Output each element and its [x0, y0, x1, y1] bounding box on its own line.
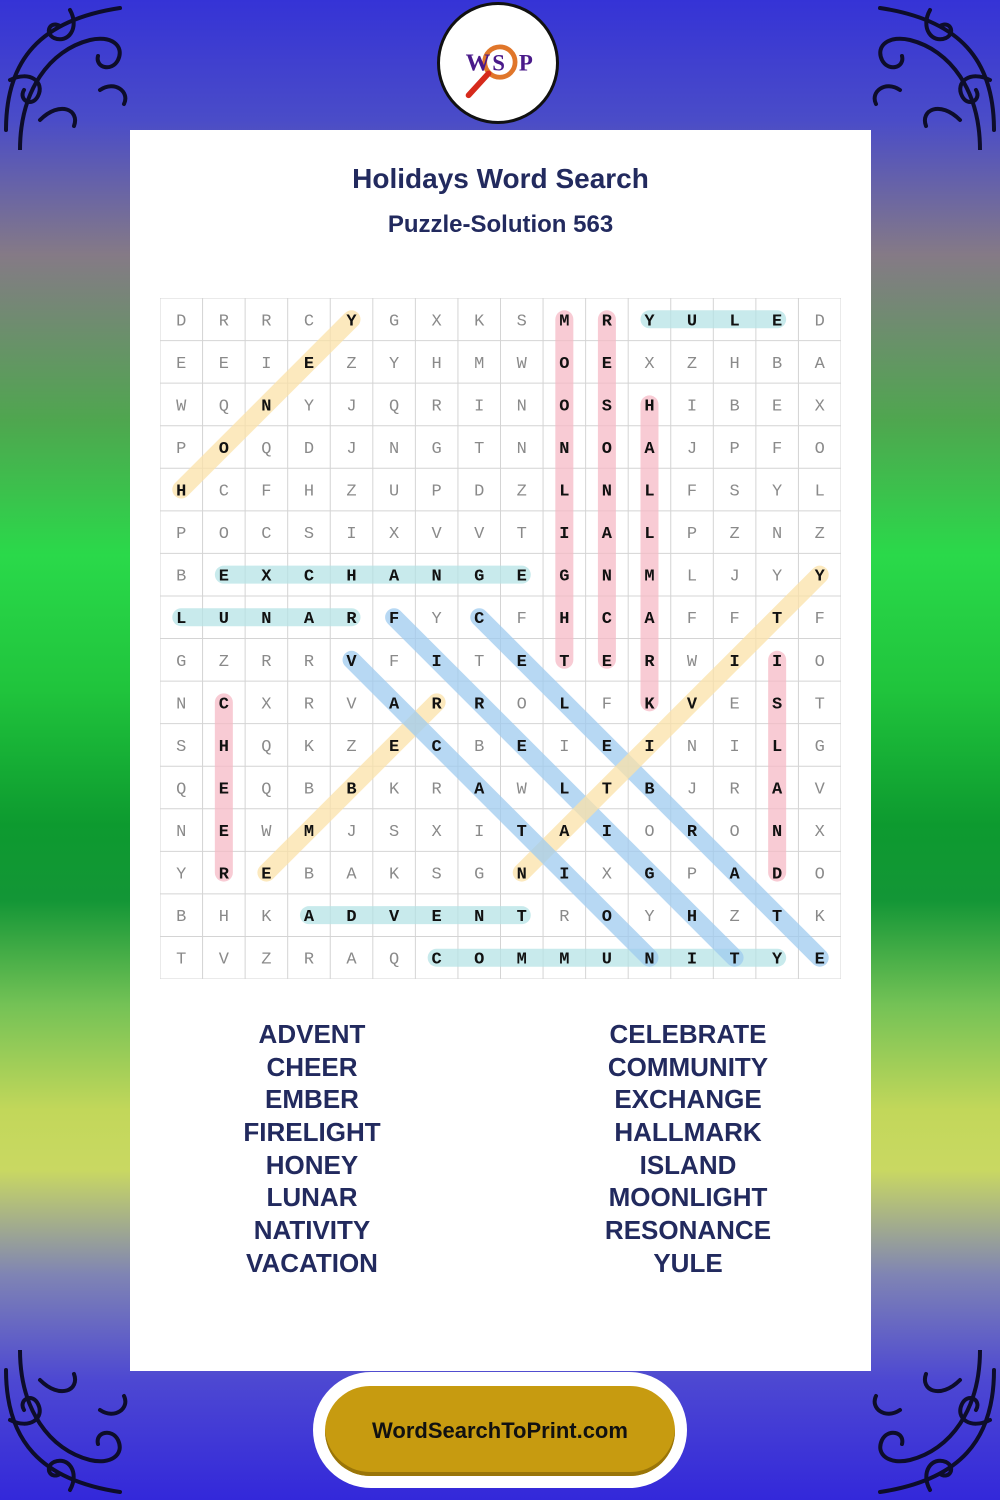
grid-letter: A: [303, 908, 315, 928]
grid-letter: Z: [686, 354, 698, 374]
grid-letter: K: [303, 737, 315, 757]
grid-letter: H: [218, 737, 229, 757]
grid-letter: D: [772, 865, 783, 885]
grid-letter: E: [729, 695, 740, 715]
grid-letter: G: [644, 865, 655, 885]
grid-letter: P: [176, 439, 187, 459]
word-list-item: YULE: [653, 1247, 723, 1278]
grid-letter: F: [601, 695, 613, 715]
grid-letter: W: [261, 823, 272, 843]
grid-letter: I: [601, 823, 613, 843]
grid-letter: F: [686, 482, 698, 502]
grid-letter: W: [686, 652, 698, 672]
grid-letter: C: [261, 525, 272, 545]
grid-letter: E: [431, 908, 442, 928]
grid-letter: E: [814, 950, 825, 970]
grid-letter: B: [303, 865, 315, 885]
grid-letter: E: [388, 737, 400, 757]
grid-letter: B: [176, 908, 187, 928]
grid-letter: I: [772, 652, 783, 672]
grid-letter: T: [772, 610, 783, 630]
grid-letter: N: [176, 823, 187, 843]
grid-letter: V: [474, 525, 485, 545]
grid-letter: X: [644, 354, 655, 374]
grid-letter: O: [601, 908, 613, 928]
grid-letter: I: [559, 525, 570, 545]
grid-letter: S: [601, 397, 613, 417]
grid-letter: Q: [176, 780, 187, 800]
grid-letter: F: [388, 610, 400, 630]
letter-grid: [160, 298, 841, 979]
grid-letter: F: [686, 610, 698, 630]
grid-letter: P: [686, 865, 698, 885]
grid-letter: H: [218, 908, 229, 928]
grid-letter: T: [729, 950, 740, 970]
word-list-item: ADVENT: [258, 1019, 366, 1049]
grid-letter: A: [644, 439, 655, 459]
word-list-item: CELEBRATE: [609, 1019, 767, 1049]
grid-letter: N: [772, 525, 783, 545]
grid-letter: S: [303, 525, 315, 545]
word-list-right: [538, 1018, 838, 1280]
grid-letter: Z: [346, 737, 357, 757]
grid-letter: R: [431, 397, 442, 417]
grid-letter: A: [303, 610, 315, 630]
grid-letter: Q: [261, 737, 272, 757]
grid-letter: Y: [431, 610, 442, 630]
grid-letter: N: [261, 610, 272, 630]
grid-letter: V: [686, 695, 698, 715]
grid-letter: O: [474, 950, 485, 970]
site-link-label[interactable]: WordSearchToPrint.com: [325, 1386, 675, 1476]
grid-letter: E: [601, 354, 613, 374]
grid-letter: Q: [218, 397, 229, 417]
grid-letter: C: [303, 312, 315, 332]
grid-letter: M: [474, 354, 485, 374]
grid-letter: T: [176, 950, 187, 970]
grid-letter: R: [601, 312, 613, 332]
grid-letter: Y: [176, 865, 187, 885]
grid-letter: B: [474, 737, 485, 757]
grid-letter: N: [516, 865, 527, 885]
grid-letter: M: [644, 567, 655, 587]
svg-text:W: W: [465, 49, 491, 77]
grid-letter: J: [686, 780, 698, 800]
grid-letter: L: [559, 780, 570, 800]
grid-letter: N: [644, 950, 655, 970]
grid-letter: W: [516, 354, 527, 374]
grid-letter: N: [261, 397, 272, 417]
grid-letter: R: [218, 312, 229, 332]
grid-letter: G: [388, 312, 400, 332]
grid-letter: U: [601, 950, 613, 970]
grid-letter: M: [516, 950, 527, 970]
grid-letter: Z: [261, 950, 272, 970]
grid-letter: E: [218, 780, 229, 800]
word-list-item: HONEY: [265, 1149, 359, 1180]
grid-letter: U: [686, 312, 698, 332]
grid-letter: C: [431, 950, 442, 970]
grid-letter: I: [474, 823, 485, 843]
word-list-item: RESONANCE: [604, 1215, 772, 1246]
grid-letter: C: [218, 695, 229, 715]
word-list-item: MOONLIGHT: [608, 1182, 768, 1213]
word-list-item: EXCHANGE: [614, 1084, 762, 1115]
grid-letter: M: [559, 950, 570, 970]
grid-letter: A: [559, 823, 570, 843]
grid-letter: S: [729, 482, 740, 502]
word-list-item: COMMUNITY: [607, 1051, 769, 1082]
grid-letter: K: [644, 695, 655, 715]
grid-letter: E: [218, 823, 229, 843]
grid-letter: A: [346, 950, 357, 970]
grid-letter: P: [729, 439, 740, 459]
grid-letter: A: [644, 610, 655, 630]
grid-letter: R: [218, 865, 229, 885]
grid-letter: N: [772, 823, 783, 843]
grid-letter: E: [218, 354, 229, 374]
grid-letter: Y: [772, 567, 783, 587]
grid-letter: Y: [388, 354, 400, 374]
grid-letter: I: [346, 525, 357, 545]
grid-letter: T: [772, 908, 783, 928]
grid-letter: G: [814, 737, 825, 757]
ornament-corner-top-right: [850, 0, 1000, 150]
grid-letter: S: [431, 865, 442, 885]
grid-letter: W: [176, 397, 187, 417]
grid-letter: M: [303, 823, 315, 843]
grid-letter: X: [601, 865, 613, 885]
grid-letter: N: [559, 439, 570, 459]
grid-letter: Y: [772, 950, 783, 970]
site-link-button[interactable]: [313, 1372, 687, 1488]
grid-letter: T: [516, 823, 527, 843]
grid-letter: K: [388, 780, 400, 800]
grid-letter: X: [261, 695, 272, 715]
grid-letter: G: [176, 652, 187, 672]
grid-letter: Y: [644, 908, 655, 928]
grid-letter: Q: [261, 780, 272, 800]
grid-letter: R: [261, 652, 272, 672]
grid-letter: V: [814, 780, 825, 800]
grid-letter: O: [516, 695, 527, 715]
grid-letter: N: [474, 908, 485, 928]
grid-letter: R: [261, 312, 272, 332]
grid-letter: F: [814, 610, 825, 630]
grid-letter: O: [601, 439, 613, 459]
grid-letter: L: [729, 312, 740, 332]
grid-letter: L: [686, 567, 698, 587]
grid-letter: T: [516, 525, 527, 545]
grid-letter: V: [218, 950, 229, 970]
grid-letter: M: [559, 312, 570, 332]
grid-letter: T: [474, 652, 485, 672]
grid-letter: T: [814, 695, 825, 715]
grid-letter: E: [601, 652, 613, 672]
grid-letter: F: [261, 482, 272, 502]
grid-letter: N: [601, 482, 613, 502]
grid-letter: A: [814, 354, 825, 374]
grid-letter: T: [516, 908, 527, 928]
wsp-logo[interactable]: [437, 2, 559, 124]
grid-letter: V: [346, 652, 357, 672]
grid-letter: Y: [346, 312, 357, 332]
svg-text:S: S: [492, 50, 505, 76]
grid-letter: X: [814, 823, 825, 843]
grid-letter: A: [772, 780, 783, 800]
grid-letter: D: [814, 312, 825, 332]
grid-letter: J: [686, 439, 698, 459]
grid-letter: J: [346, 823, 357, 843]
grid-letter: K: [261, 908, 272, 928]
grid-letter: I: [431, 652, 442, 672]
grid-letter: L: [772, 737, 783, 757]
grid-letter: I: [686, 950, 698, 970]
grid-letter: N: [516, 439, 527, 459]
grid-letter: S: [176, 737, 187, 757]
grid-letter: S: [772, 695, 783, 715]
grid-letter: K: [474, 312, 485, 332]
grid-letter: L: [644, 525, 655, 545]
grid-letter: L: [644, 482, 655, 502]
grid-letter: L: [814, 482, 825, 502]
grid-letter: R: [303, 695, 315, 715]
grid-letter: E: [601, 737, 613, 757]
grid-letter: Q: [388, 397, 400, 417]
grid-letter: N: [431, 567, 442, 587]
grid-letter: X: [388, 525, 400, 545]
grid-letter: B: [772, 354, 783, 374]
ornament-corner-bottom-left: [0, 1350, 150, 1500]
word-list-item: LUNAR: [266, 1182, 358, 1213]
grid-letter: P: [686, 525, 698, 545]
grid-letter: H: [686, 908, 698, 928]
word-list-left: [162, 1018, 462, 1280]
grid-letter: I: [559, 737, 570, 757]
grid-letter: Q: [261, 439, 272, 459]
grid-letter: R: [346, 610, 357, 630]
grid-letter: R: [431, 780, 442, 800]
grid-letter: O: [814, 865, 825, 885]
word-search-grid: [160, 298, 841, 979]
grid-letter: K: [814, 908, 825, 928]
grid-letter: A: [388, 567, 400, 587]
grid-letter: N: [686, 737, 698, 757]
grid-letter: X: [814, 397, 825, 417]
grid-letter: J: [729, 567, 740, 587]
grid-letter: S: [516, 312, 527, 332]
grid-letter: Y: [644, 312, 655, 332]
grid-letter: V: [346, 695, 357, 715]
grid-letter: E: [516, 737, 527, 757]
grid-letter: B: [729, 397, 740, 417]
grid-letter: D: [303, 439, 315, 459]
grid-letter: H: [303, 482, 315, 502]
grid-letter: E: [516, 652, 527, 672]
grid-letter: R: [303, 652, 315, 672]
grid-letter: E: [176, 354, 187, 374]
grid-letter: T: [601, 780, 613, 800]
grid-letter: R: [686, 823, 698, 843]
grid-letter: X: [431, 823, 442, 843]
grid-letter: D: [346, 908, 357, 928]
grid-letter: C: [303, 567, 315, 587]
grid-letter: O: [814, 439, 825, 459]
grid-letter: O: [559, 397, 570, 417]
grid-letter: Y: [303, 397, 315, 417]
grid-letter: O: [218, 439, 229, 459]
grid-letter: E: [218, 567, 229, 587]
grid-letter: R: [431, 695, 442, 715]
grid-letter: Z: [729, 525, 740, 545]
grid-letter: H: [559, 610, 570, 630]
grid-letter: R: [559, 908, 570, 928]
grid-letter: J: [346, 439, 357, 459]
grid-letter: R: [474, 695, 485, 715]
puzzle-sheet: [130, 130, 871, 1371]
grid-letter: E: [516, 567, 527, 587]
grid-letter: P: [431, 482, 442, 502]
grid-letter: R: [729, 780, 740, 800]
grid-letter: H: [431, 354, 442, 374]
grid-letter: F: [729, 610, 740, 630]
grid-letter: L: [559, 482, 570, 502]
grid-letter: H: [346, 567, 357, 587]
grid-letter: N: [601, 567, 613, 587]
svg-text:P: P: [518, 50, 533, 76]
word-list-item: CHEER: [266, 1051, 358, 1082]
grid-letter: H: [729, 354, 740, 374]
grid-letter: R: [644, 652, 655, 672]
grid-letter: I: [686, 397, 698, 417]
grid-letter: E: [303, 354, 315, 374]
grid-letter: B: [303, 780, 315, 800]
grid-letter: A: [346, 865, 357, 885]
grid-letter: A: [474, 780, 485, 800]
grid-letter: Z: [814, 525, 825, 545]
grid-letter: Z: [218, 652, 229, 672]
word-list-item: VACATION: [246, 1247, 378, 1278]
grid-letter: U: [218, 610, 229, 630]
grid-letter: O: [218, 525, 229, 545]
grid-letter: I: [729, 737, 740, 757]
grid-letter: Z: [346, 482, 357, 502]
grid-letter: L: [559, 695, 570, 715]
grid-letter: I: [729, 652, 740, 672]
grid-letter: B: [644, 780, 655, 800]
grid-letter: I: [559, 865, 570, 885]
grid-letter: N: [176, 695, 187, 715]
grid-letter: U: [388, 482, 400, 502]
grid-letter: Q: [388, 950, 400, 970]
grid-letter: O: [814, 652, 825, 672]
grid-letter: G: [474, 567, 485, 587]
grid-letter: J: [346, 397, 357, 417]
grid-letter: E: [772, 312, 783, 332]
grid-letter: P: [176, 525, 187, 545]
word-list-item: EMBER: [265, 1084, 359, 1115]
grid-letter: F: [772, 439, 783, 459]
grid-letter: S: [388, 823, 400, 843]
grid-letter: X: [261, 567, 272, 587]
grid-letter: B: [346, 780, 357, 800]
grid-letter: G: [431, 439, 442, 459]
grid-letter: Z: [729, 908, 740, 928]
grid-letter: G: [559, 567, 570, 587]
grid-letter: Y: [814, 567, 825, 587]
grid-letter: D: [176, 312, 187, 332]
grid-letter: R: [303, 950, 315, 970]
grid-letter: A: [729, 865, 740, 885]
grid-letter: X: [431, 312, 442, 332]
grid-letter: I: [474, 397, 485, 417]
page-subtitle: Puzzle-Solution 563: [387, 211, 614, 238]
grid-letter: V: [431, 525, 442, 545]
word-list-item: FIRELIGHT: [243, 1117, 381, 1148]
grid-letter: D: [474, 482, 485, 502]
grid-letter: B: [176, 567, 187, 587]
grid-letter: C: [601, 610, 613, 630]
grid-letter: O: [559, 354, 570, 374]
grid-letter: C: [431, 737, 442, 757]
word-list-item: ISLAND: [639, 1149, 737, 1180]
grid-letter: H: [176, 482, 187, 502]
grid-letter: Z: [346, 354, 357, 374]
grid-letter: N: [516, 397, 527, 417]
grid-letter: E: [772, 397, 783, 417]
grid-letter: Z: [516, 482, 527, 502]
grid-letter: I: [261, 354, 272, 374]
grid-letter: L: [176, 610, 187, 630]
grid-letter: A: [388, 695, 400, 715]
grid-letter: O: [644, 823, 655, 843]
ornament-corner-bottom-right: [850, 1350, 1000, 1500]
ornament-corner-top-left: [0, 0, 150, 150]
page-title: Holidays Word Search: [352, 163, 649, 194]
grid-letter: G: [474, 865, 485, 885]
grid-letter: T: [474, 439, 485, 459]
grid-letter: F: [516, 610, 527, 630]
grid-letter: K: [388, 865, 400, 885]
word-list-item: NATIVITY: [253, 1215, 371, 1246]
word-list-item: HALLMARK: [614, 1117, 762, 1148]
grid-letter: Y: [772, 482, 783, 502]
grid-letter: N: [388, 439, 400, 459]
grid-letter: V: [388, 908, 400, 928]
grid-letter: F: [388, 652, 400, 672]
grid-letter: W: [516, 780, 527, 800]
grid-letter: C: [474, 610, 485, 630]
grid-letter: A: [601, 525, 613, 545]
grid-letter: H: [644, 397, 655, 417]
grid-letter: I: [644, 737, 655, 757]
grid-letter: T: [559, 652, 570, 672]
grid-letter: C: [218, 482, 229, 502]
grid-letter: O: [729, 823, 740, 843]
grid-letter: E: [261, 865, 272, 885]
